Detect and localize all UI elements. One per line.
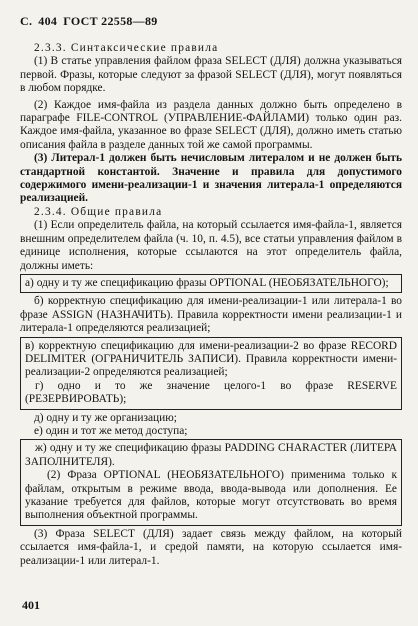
paragraph-general-3: (3) Фраза SELECT (ДЛЯ) задает связь между файлом, на который ссылается имя-файла-1, и средой памяти, на которую ссылается имя-реализации-1 или литерал-1. [20, 527, 402, 567]
list-item-v: в) корректную спецификацию для имени-реализации-2 во фразе RECORD DELIMITER (ОГРАНИЧИТЕЛЬ ЗАПИСИ). Правила корректности имени-реализации-2 определяются реализацией; [25, 339, 397, 379]
page-header [20, 14, 164, 29]
boxed-item-a [20, 274, 402, 293]
header-page-number: 404 [38, 14, 58, 28]
heading-syntax-rules: 2.3.3. Синтаксические правила [34, 42, 219, 54]
list-item-b: б) корректную спецификацию для имени-реализации-1 или литерала-1 во фразе ASSIGN (НАЗНАЧИТЬ). Правила корректности имени реализации-1 и литерала-1 определяются реализацией; [20, 295, 402, 335]
heading-general-rules: 2.3.4. Общие правила [34, 205, 163, 218]
section-mark: С. [20, 14, 33, 28]
boxed-items-v-g [20, 337, 402, 410]
page-footer-number: 401 [22, 598, 40, 612]
list-item-d: д) одну и ту же организацию; [34, 411, 177, 424]
paragraph-general-1: (1) Если определитель файла, на который ссылается имя-файла-1, является внешним определителем файла (ч. 10, п. 4.5), все статьи управления файлом в единице исполнения, которые ссылаются на этот определитель файла, должны иметь: [20, 219, 402, 272]
list-item-a: а) одну и ту же спецификацию фразы OPTIONAL (НЕОБЯЗАТЕЛЬНОГО); [25, 276, 389, 289]
paragraph-syntax-2: (2) Каждое имя-файла из раздела данных должно быть определено в параграфе FILE-CONTROL (УПРАВЛЕНИЕ-ФАЙЛАМИ) только один раз. Каждое имя-файла, указанное во фразе SELECT (ДЛЯ), должно иметь статью описания файла в разделе данных той же самой программы. [20, 98, 402, 151]
list-item-g: г) одно и то же значение целого-1 во фразе RESERVE (РЕЗЕРВИРОВАТЬ); [25, 379, 397, 406]
paragraph-syntax-3: (3) Литерал-1 должен быть нечисловым литералом и не должен быть стандартной константой. Значение и правила для допустимого содержимого имени-реализации-1 и значения литерала-1 определяются реализацией. [20, 152, 402, 205]
boxed-items-zh-optional [20, 439, 402, 525]
standard-designation: ГОСТ 22558—89 [63, 14, 158, 28]
list-item-zh: ж) одну и ту же спецификацию фразы PADDING CHARACTER (ЛИТЕРА ЗАПОЛНИТЕЛЯ). [25, 442, 397, 468]
list-item-e: е) один и тот же метод доступа; [34, 424, 188, 437]
page-body [20, 42, 402, 568]
paragraph-syntax-1: (1) В статье управления файлом фраза SELECT (ДЛЯ) должна указываться первой. Фразы, которые следуют за фразой SELECT (ДЛЯ), могут появляться в любом порядке. [20, 55, 402, 95]
paragraph-general-2: (2) Фраза OPTIONAL (НЕОБЯЗАТЕЛЬНОГО) применима только к файлам, открытым в режиме ввода, ввода-вывода или дополнения. Ее указание требуется для файлов, которые могут отсутствовать во время выполнения объектной программы. [25, 469, 397, 522]
